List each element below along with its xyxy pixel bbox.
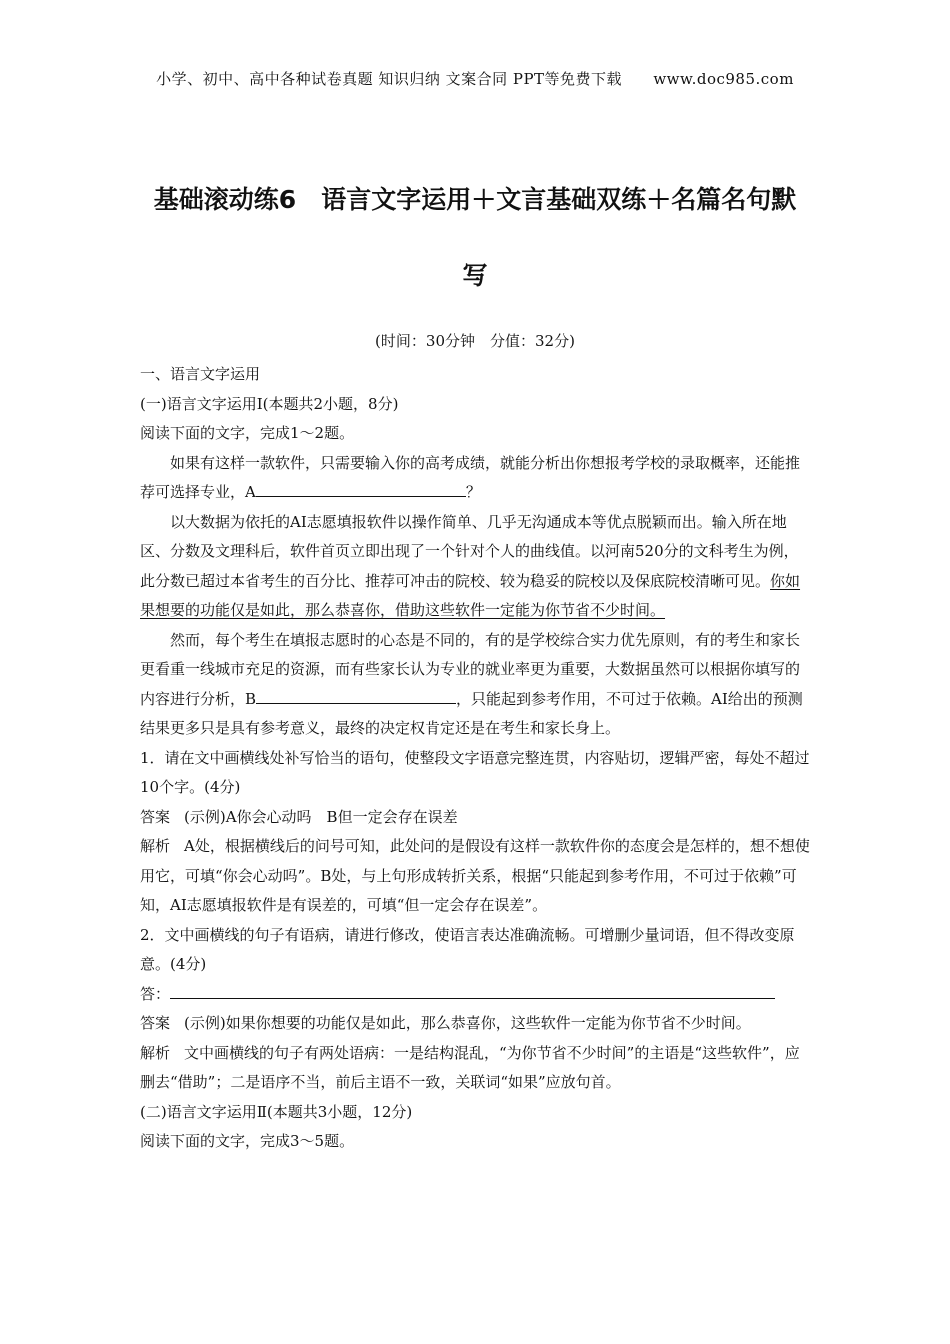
passage-paragraph-1 [140,449,812,508]
reading-instruction-2: 阅读下面的文字，完成3～5题。 [140,1132,355,1150]
answer-line-2 [140,980,812,1010]
section-heading: 一、语言文字运用 [140,365,261,383]
passage-paragraph-3 [140,626,812,744]
analysis-text: A处，根据横线后的问号可知，此处问的是假设有这样一款软件你的态度会是怎样的，想不想使用它，可填“你会心动吗”。B处，与上句形成转折关系，根据“只能起到参考作用，不可过于依赖”可知，AI志愿填报软件是有误差的，可填“但一定会存在误差”。 [140,837,810,914]
passage-text: 如果有这样一款软件，只需要输入你的高考成绩，就能分析出你想报考学校的录取概率，还能推荐可选择专业，A [140,453,801,501]
answer-text: (示例)A你会心动吗 B但一定会存在误差 [184,807,458,826]
page-title: 基础滚动练6 语言文字运用＋文言基础双练＋名篇名句默 [153,185,797,214]
answer-label: 答案 [140,807,171,826]
answer-write-line [170,980,775,999]
answer-text: (示例)如果你想要的功能仅是如此，那么恭喜你，这些软件一定能为你节省不少时间。 [184,1014,751,1032]
subsection-heading-2: (二)语言文字运用Ⅱ(本题共3小题，12分) [140,1102,413,1121]
fill-blank-b [256,685,456,704]
answer-label: 答案 [140,1014,171,1032]
subsection-heading-1: (一)语言文字运用Ⅰ(本题共2小题，8分) [140,394,399,413]
fill-blank-a [256,478,466,497]
answer-2 [140,1009,812,1039]
page-title-continued: 写 [462,261,488,290]
analysis-label: 解析 [140,1043,171,1062]
page-header [0,68,950,89]
analysis-2 [140,1039,812,1098]
analysis-label: 解析 [140,837,171,855]
document-body [140,360,812,1157]
passage-text: 以大数据为依托的AI志愿填报软件以操作简单、几乎无沟通成本等优点脱颖而出。输入所在地区、分数及文理科后，软件首页立即出现了一个针对个人的曲线值。以河南520分的文科考生为例，此分数已超过本省考生的百分比、推荐可冲击的院校、较为稳妥的院校以及保底院校清晰可见。 [140,512,799,590]
analysis-text: 文中画横线的句子有两处语病：一是结构混乱，“为你节省不少时间”的主语是“这些软件”，应删去“借助”；二是语序不当，前后主语不一致，关联词“如果”应放句首。 [140,1043,800,1091]
analysis-1 [140,832,812,921]
header-url[interactable]: www.doc985.com [653,70,794,88]
passage-text: ？ [465,483,481,501]
passage-paragraph-2 [140,508,812,626]
passage-text: 然而，每个考生在填报志愿时的心态是不同的，有的是学校综合实力优先原则，有的考生和家长更看重一线城市充足的资源，而有些家长认为专业的就业率更为重要，大数据虽然可以根据你填写的内容进行分析，B [140,630,801,708]
question-2: 2．文中画横线的句子有语病，请进行修改，使语言表达准确流畅。可增删少量词语，但不得改变原意。(4分) [140,925,795,973]
reading-instruction-1: 阅读下面的文字，完成1～2题。 [140,424,355,442]
passage-text: ，只能起到参考作用，不可过于依赖。AI给出的预测结果更多只是具有参考意义，最终的决定权肯定还是在考生和家长身上。 [140,689,803,737]
time-score-info: (时间：30分钟 分值：32分) [375,332,575,350]
underlined-sentence: 你如果想要的功能仅是如此，那么恭喜你，借助这些软件一定能为你节省不少时间。 [140,571,801,619]
header-text: 小学、初中、高中各种试卷真题 知识归纳 文案合同 PPT等免费下载 [156,70,623,88]
answer-1 [140,803,812,833]
question-1: 1．请在文中画横线处补写恰当的语句，使整段文字语意完整连贯，内容贴切，逻辑严密，每处不超过10个字。(4分) [140,748,810,796]
answer-prefix: 答： [140,984,171,1003]
